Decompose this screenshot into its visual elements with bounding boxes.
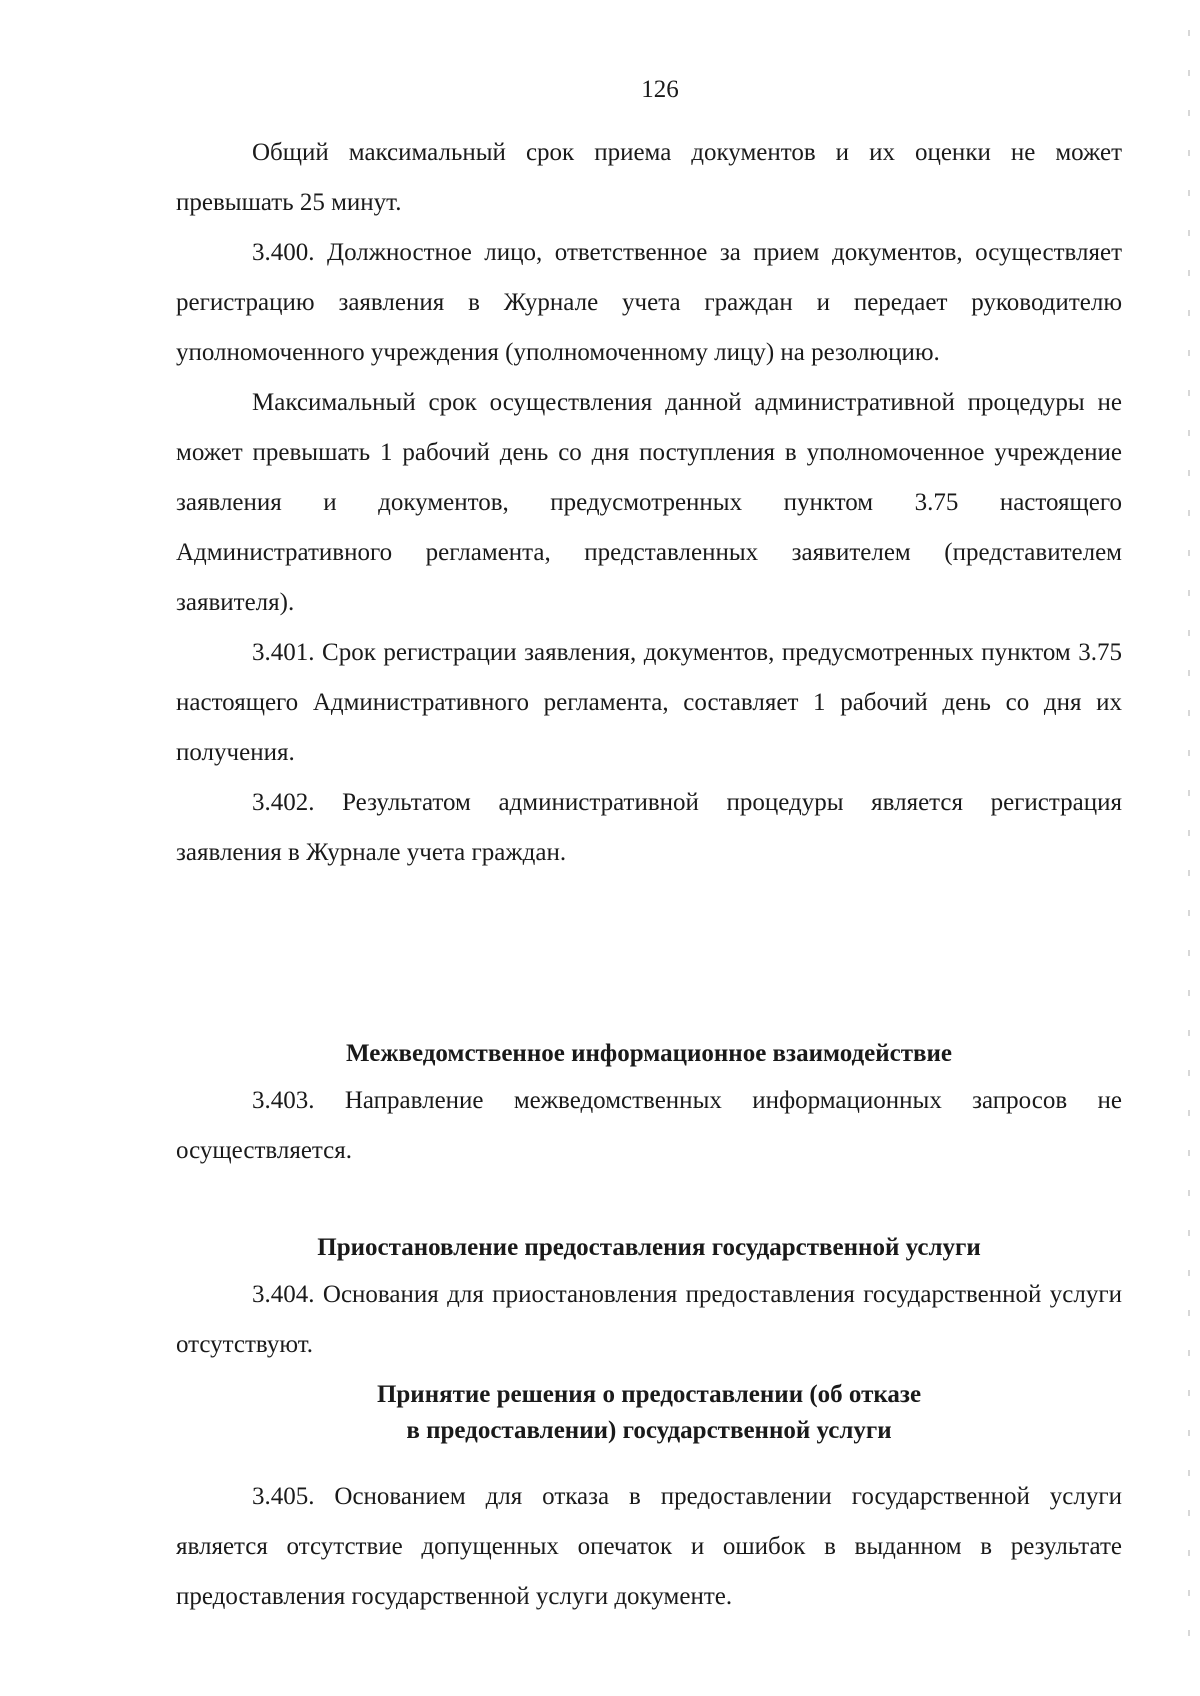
paragraph-3-401: 3.401. Срок регистрации заявления, документов, предусмотренных пунктом 3.75 настоящего Административного регламента, составляет 1 рабочий день со дня их получения. [176, 639, 1122, 766]
section-heading-decision-line2: в предоставлении) государственной услуги [406, 1417, 892, 1444]
section-text-interagency [176, 1076, 1122, 1176]
section-heading-interagency: Межведомственное информационное взаимодействие [346, 1040, 952, 1067]
section-heading-suspension: Приостановление предоставления государственной услуги [317, 1234, 981, 1261]
scan-edge-artifact [1188, 30, 1190, 1670]
section-heading-decision-line1: Принятие решения о предоставлении (об отказе [376, 1381, 922, 1408]
paragraph-3-404: 3.404. Основания для приостановления предоставления государственной услуги отсутствуют. [176, 1281, 1122, 1358]
page-number: 126 [641, 76, 679, 103]
body-text-block [176, 128, 1122, 878]
section-heading-decision [176, 1377, 1122, 1449]
paragraph-3-402: 3.402. Результатом административной процедуры является регистрация заявления в Журнале учета граждан. [176, 789, 1122, 866]
paragraph-procedure-term: Максимальный срок осуществления данной административной процедуры не может превышать 1 рабочий день со дня поступления в уполномоченное учреждение заявления и документов, предусмотренных пунктом 3.75 настоящего Административного регламента, представленных заявителем (представителем заявителя). [176, 389, 1122, 616]
paragraph-3-400: 3.400. Должностное лицо, ответственное за прием документов, осуществляет регистрацию заявления в Журнале учета граждан и передает руководителю уполномоченного учреждения (уполномоченному лицу) на резолюцию. [176, 239, 1122, 366]
section-text-decision [176, 1472, 1122, 1622]
section-text-suspension [176, 1270, 1122, 1370]
paragraph-3-405: 3.405. Основанием для отказа в предоставлении государственной услуги является отсутствие допущенных опечаток и ошибок в выданном в результате предоставления государственной услуги документе. [176, 1483, 1122, 1610]
paragraph-3-403: 3.403. Направление межведомственных информационных запросов не осуществляется. [176, 1087, 1122, 1164]
paragraph-max-term: Общий максимальный срок приема документов и их оценки не может превышать 25 минут. [176, 139, 1122, 216]
